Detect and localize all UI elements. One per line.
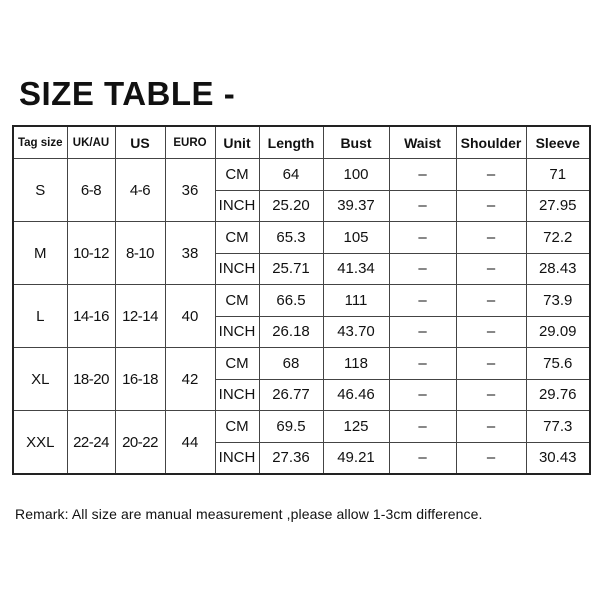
bust-cell: 105 (323, 222, 389, 254)
unit-cell: CM (215, 222, 259, 254)
table-row (13, 348, 590, 380)
shoulder-cell: – (456, 159, 526, 191)
length-cell: 65.3 (259, 222, 323, 254)
waist-cell: – (389, 411, 456, 443)
waist-cell: – (389, 190, 456, 222)
shoulder-cell: – (456, 348, 526, 380)
length-cell: 68 (259, 348, 323, 380)
bust-cell: 46.46 (323, 379, 389, 411)
euro-cell: 44 (165, 411, 215, 475)
table-row (13, 411, 590, 443)
header-cell-us: US (115, 126, 165, 159)
size-table-container (12, 125, 589, 475)
header-cell-length: Length (259, 126, 323, 159)
header-cell-shoulder: Shoulder (456, 126, 526, 159)
unit-cell: INCH (215, 442, 259, 474)
table-body (13, 159, 590, 475)
unit-cell: CM (215, 159, 259, 191)
bust-cell: 43.70 (323, 316, 389, 348)
sleeve-cell: 30.43 (526, 442, 590, 474)
sleeve-cell: 73.9 (526, 285, 590, 317)
euro-cell: 40 (165, 285, 215, 348)
length-cell: 25.20 (259, 190, 323, 222)
size-table (12, 125, 591, 475)
shoulder-cell: – (456, 222, 526, 254)
header-row (13, 126, 590, 159)
table-row (13, 285, 590, 317)
uk-au-cell: 14-16 (67, 285, 115, 348)
sleeve-cell: 71 (526, 159, 590, 191)
table-row (13, 159, 590, 191)
sleeve-cell: 27.95 (526, 190, 590, 222)
unit-cell: CM (215, 348, 259, 380)
bust-cell: 111 (323, 285, 389, 317)
header-cell-tag-size: Tag size (13, 126, 67, 159)
waist-cell: – (389, 379, 456, 411)
shoulder-cell: – (456, 411, 526, 443)
tag-size-cell: M (13, 222, 67, 285)
header-cell-bust: Bust (323, 126, 389, 159)
page-title: SIZE TABLE - (19, 75, 236, 112)
length-cell: 25.71 (259, 253, 323, 285)
header-cell-sleeve: Sleeve (526, 126, 590, 159)
waist-cell: – (389, 285, 456, 317)
uk-au-cell: 6-8 (67, 159, 115, 222)
sleeve-cell: 29.09 (526, 316, 590, 348)
euro-cell: 38 (165, 222, 215, 285)
waist-cell: – (389, 348, 456, 380)
us-cell: 20-22 (115, 411, 165, 475)
tag-size-cell: S (13, 159, 67, 222)
header-cell-waist: Waist (389, 126, 456, 159)
bust-cell: 125 (323, 411, 389, 443)
header-cell-euro: EURO (165, 126, 215, 159)
sleeve-cell: 72.2 (526, 222, 590, 254)
sleeve-cell: 77.3 (526, 411, 590, 443)
unit-cell: INCH (215, 253, 259, 285)
bust-cell: 39.37 (323, 190, 389, 222)
bust-cell: 118 (323, 348, 389, 380)
waist-cell: – (389, 316, 456, 348)
waist-cell: – (389, 222, 456, 254)
bust-cell: 100 (323, 159, 389, 191)
length-cell: 26.18 (259, 316, 323, 348)
sleeve-cell: 28.43 (526, 253, 590, 285)
shoulder-cell: – (456, 442, 526, 474)
length-cell: 64 (259, 159, 323, 191)
uk-au-cell: 10-12 (67, 222, 115, 285)
sleeve-cell: 75.6 (526, 348, 590, 380)
remark-note: Remark: All size are manual measurement ,please allow 1-3cm difference. (15, 506, 483, 522)
tag-size-cell: L (13, 285, 67, 348)
euro-cell: 36 (165, 159, 215, 222)
waist-cell: – (389, 253, 456, 285)
header-cell-uk-au: UK/AU (67, 126, 115, 159)
waist-cell: – (389, 159, 456, 191)
shoulder-cell: – (456, 379, 526, 411)
unit-cell: CM (215, 285, 259, 317)
euro-cell: 42 (165, 348, 215, 411)
table-row (13, 222, 590, 254)
us-cell: 8-10 (115, 222, 165, 285)
us-cell: 12-14 (115, 285, 165, 348)
table-header (13, 126, 590, 159)
us-cell: 16-18 (115, 348, 165, 411)
unit-cell: INCH (215, 379, 259, 411)
bust-cell: 49.21 (323, 442, 389, 474)
shoulder-cell: – (456, 190, 526, 222)
tag-size-cell: XL (13, 348, 67, 411)
uk-au-cell: 18-20 (67, 348, 115, 411)
sleeve-cell: 29.76 (526, 379, 590, 411)
uk-au-cell: 22-24 (67, 411, 115, 475)
waist-cell: – (389, 442, 456, 474)
unit-cell: INCH (215, 190, 259, 222)
length-cell: 27.36 (259, 442, 323, 474)
unit-cell: CM (215, 411, 259, 443)
us-cell: 4-6 (115, 159, 165, 222)
unit-cell: INCH (215, 316, 259, 348)
shoulder-cell: – (456, 285, 526, 317)
tag-size-cell: XXL (13, 411, 67, 475)
length-cell: 66.5 (259, 285, 323, 317)
shoulder-cell: – (456, 253, 526, 285)
length-cell: 26.77 (259, 379, 323, 411)
shoulder-cell: – (456, 316, 526, 348)
header-cell-unit: Unit (215, 126, 259, 159)
length-cell: 69.5 (259, 411, 323, 443)
bust-cell: 41.34 (323, 253, 389, 285)
